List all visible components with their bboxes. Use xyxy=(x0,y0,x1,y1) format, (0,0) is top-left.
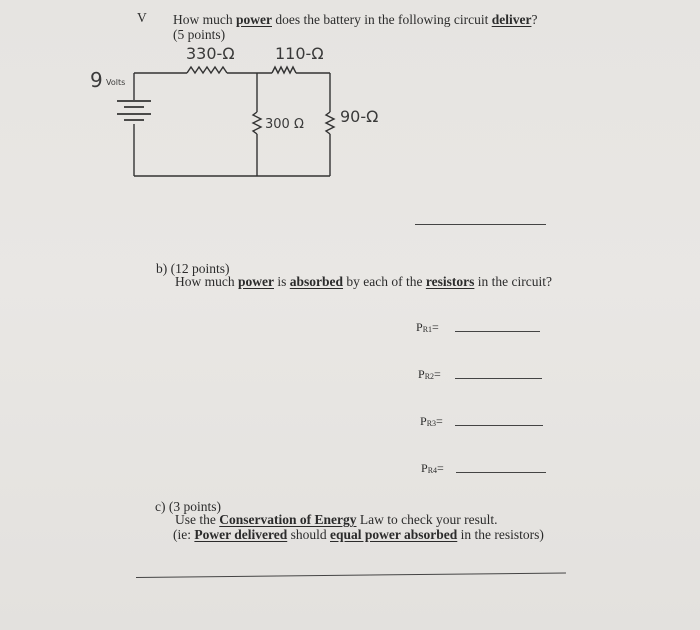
answer-pr4-label: $P_{R4}=$ xyxy=(421,461,444,475)
question-a-points: (5 points) xyxy=(173,27,226,42)
question-b-keyword-power: power xyxy=(238,274,274,289)
answer-pr3-label: $P_{R3}=$ xyxy=(420,414,443,428)
answer-pr3-line xyxy=(455,425,543,426)
question-a-text-pre: How much xyxy=(173,12,236,27)
r1-label: 330-Ω xyxy=(186,44,235,63)
r4-label: 90-Ω xyxy=(340,107,379,126)
question-b-keyword-absorbed: absorbed xyxy=(289,274,344,289)
answer-pr2-line xyxy=(455,378,542,379)
resistor-r1 xyxy=(187,67,227,73)
question-c-points: (3 points) xyxy=(168,499,221,514)
question-c-keyword-power-delivered: Power delivered xyxy=(194,527,288,542)
question-c-prefix: c) xyxy=(155,499,166,514)
answer-pr4-line xyxy=(456,472,546,473)
answer-c-line xyxy=(136,572,566,578)
question-b-text-pre: How much xyxy=(175,274,238,289)
r3-label: 300 Ω xyxy=(265,117,304,132)
resistor-r4 xyxy=(326,112,334,134)
answer-pr1-label: $P_{R1}=$ xyxy=(416,320,439,334)
question-b-prefix: b) xyxy=(156,261,168,276)
question-a-text-mid: does the battery in the following circuit xyxy=(272,12,492,27)
answer-pr1-line xyxy=(455,331,540,332)
question-b-points: (12 points) xyxy=(170,261,230,276)
answer-a-line xyxy=(415,224,546,225)
resistor-r2 xyxy=(272,67,296,73)
question-a-keyword-deliver: deliver xyxy=(491,12,532,27)
question-c-keyword-equal-power-absorbed: equal power absorbed xyxy=(330,527,458,542)
question-c-line2-pre: (ie: xyxy=(173,527,195,542)
r2-label: 110-Ω xyxy=(275,44,324,63)
question-c-line2 xyxy=(173,527,544,543)
question-b-text-mid1: is xyxy=(274,274,290,289)
question-c-line1-post: Law to check your result. xyxy=(356,512,498,527)
answer-pr2-label: $P_{R2}=$ xyxy=(418,367,441,381)
question-c-keyword-conservation: Conservation of Energy xyxy=(219,512,357,527)
question-b-text-mid2: by each of the xyxy=(343,274,426,289)
question-b-text-post: in the circuit? xyxy=(474,274,552,289)
battery-unit: Volts xyxy=(106,78,126,87)
battery-voltage: 9 xyxy=(90,68,103,92)
question-a-text-post: ? xyxy=(531,12,538,27)
question-b-text xyxy=(175,274,552,290)
question-marker: V xyxy=(137,10,147,25)
question-c-line1-pre: Use the xyxy=(175,512,220,527)
circuit-diagram xyxy=(0,0,700,200)
resistor-r3 xyxy=(253,112,261,134)
question-b-keyword-resistors: resistors xyxy=(425,274,475,289)
question-c-line2-post: in the resistors) xyxy=(457,527,544,542)
question-a-keyword-power: power xyxy=(236,12,272,27)
question-c-line1 xyxy=(175,512,497,528)
question-c-line2-mid: should xyxy=(287,527,330,542)
